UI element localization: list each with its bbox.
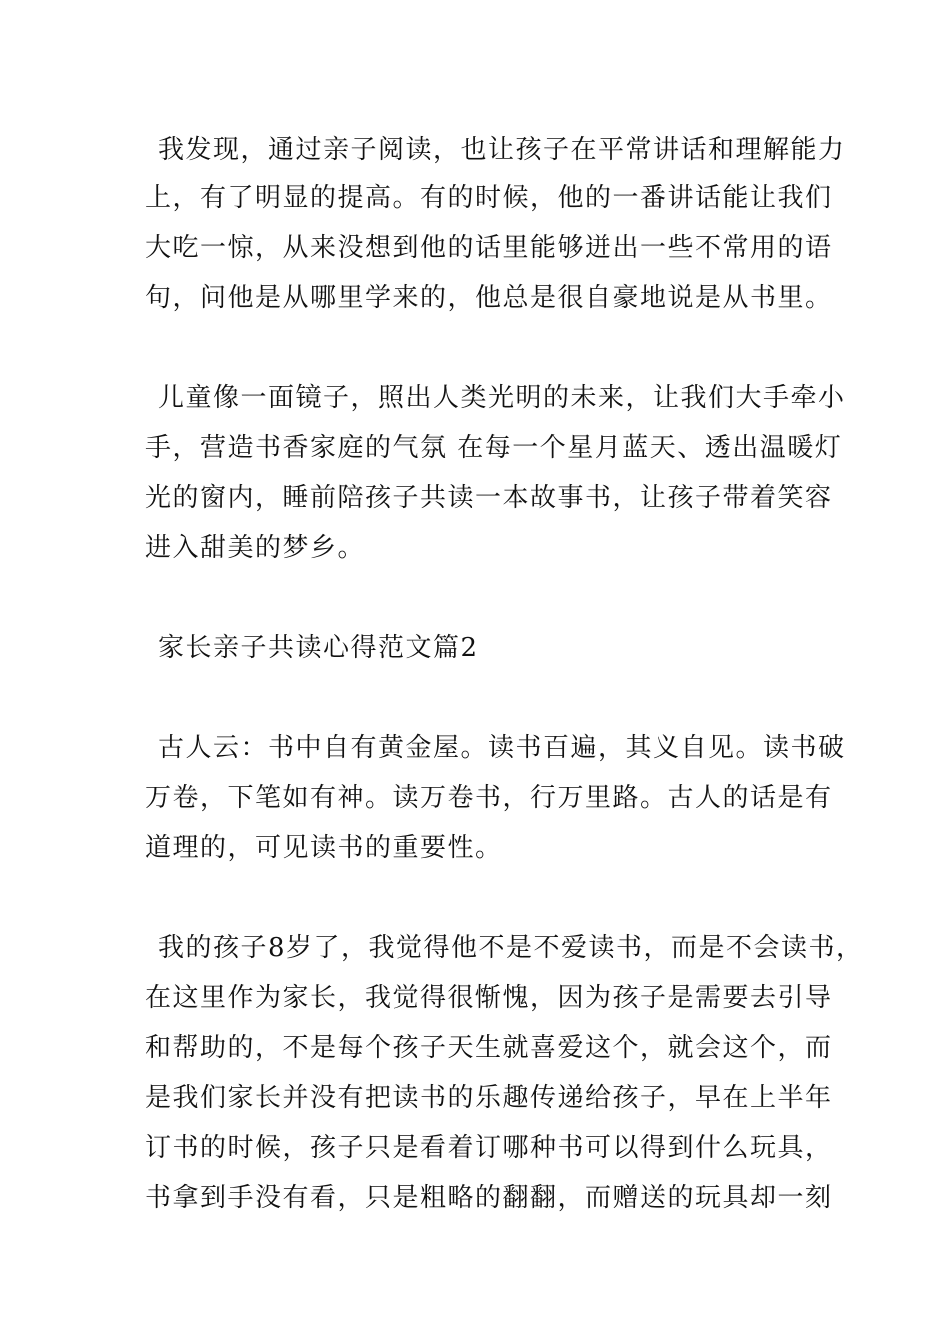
paragraph-2-line-1: 儿童像一面镜子，照出人类光明的未来，让我们大手牵小 <box>158 383 846 413</box>
paragraph-4-line-1: 我的孩子8岁了，我觉得他不是不爱读书，而是不会读书， <box>158 933 864 963</box>
paragraph-4-line-4: 是我们家长并没有把读书的乐趣传递给孩子，早在上半年 <box>145 1083 833 1113</box>
paragraph-4-line-2: 在这里作为家长，我觉得很惭愧，因为孩子是需要去引导 <box>145 983 833 1013</box>
paragraph-4-line-3: 和帮助的，不是每个孩子天生就喜爱这个，就会这个，而 <box>145 1033 833 1063</box>
paragraph-3-line-3: 道理的，可见读书的重要性。 <box>145 833 503 863</box>
paragraph-1-line-1: 我发现，通过亲子阅读，也让孩子在平常讲话和理解能力 <box>158 135 846 165</box>
paragraph-2-line-2: 手，营造书香家庭的气氛 在每一个星月蓝天、透出温暖灯 <box>145 433 843 463</box>
paragraph-1-line-3: 大吃一惊，从来没想到他的话里能够迸出一些不常用的语 <box>145 233 833 263</box>
paragraph-2-line-4: 进入甜美的梦乡。 <box>145 533 366 563</box>
paragraph-3-line-1: 古人云：书中自有黄金屋。读书百遍，其义自见。读书破 <box>158 733 846 763</box>
paragraph-4-line-6: 书拿到手没有看，只是粗略的翻翻，而赠送的玩具却一刻 <box>145 1183 833 1213</box>
paragraph-3-line-2: 万卷，下笔如有神。读万卷书，行万里路。古人的话是有 <box>145 783 833 813</box>
section-heading: 家长亲子共读心得范文篇2 <box>158 633 479 663</box>
paragraph-1-line-4: 句，问他是从哪里学来的，他总是很自豪地说是从书里。 <box>145 283 833 313</box>
paragraph-1-line-2: 上，有了明显的提高。有的时候，他的一番讲话能让我们 <box>145 183 833 213</box>
paragraph-4-line-5: 订书的时候，孩子只是看着订哪种书可以得到什么玩具， <box>145 1133 833 1163</box>
paragraph-2-line-3: 光的窗内，睡前陪孩子共读一本故事书，让孩子带着笑容 <box>145 483 833 513</box>
